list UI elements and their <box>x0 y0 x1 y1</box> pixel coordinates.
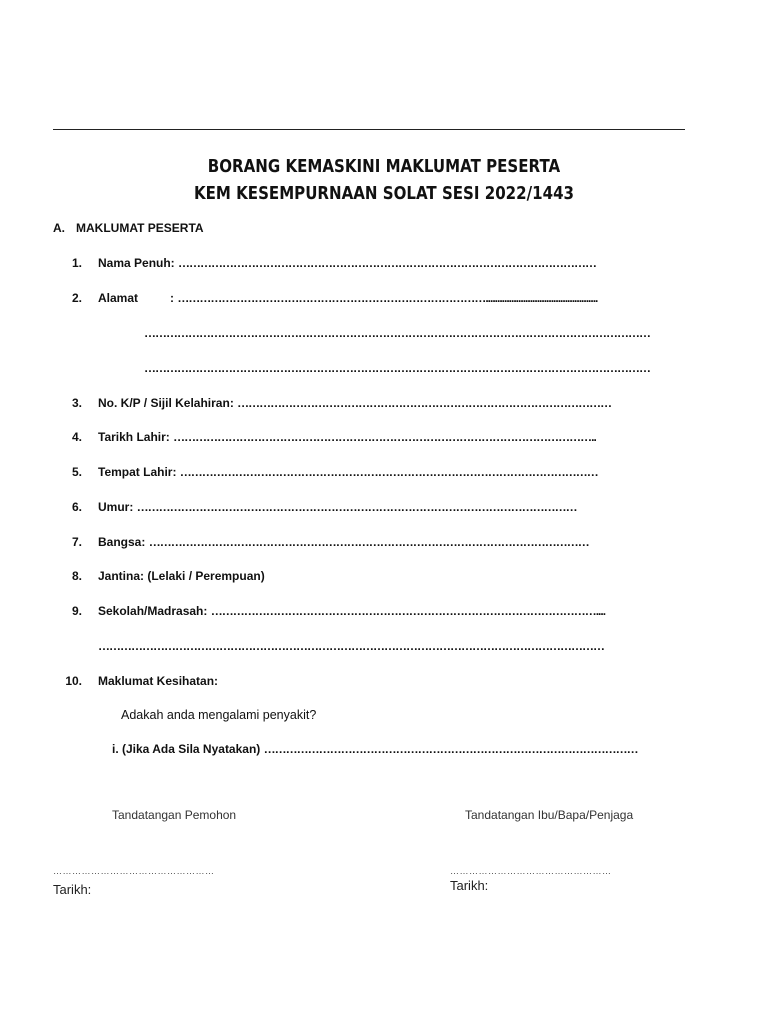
field-label: Alamat <box>98 291 139 305</box>
fill-line: …………………………………………………………………………………………………… <box>178 256 597 270</box>
item-number: 9. <box>71 604 82 618</box>
field-label: Tarikh Lahir: <box>98 430 174 444</box>
section-heading <box>53 221 353 237</box>
applicant-signature-line[interactable]: …………………………………………… <box>53 866 215 876</box>
item-number: 7. <box>71 535 82 549</box>
guardian-signature-line[interactable]: …………………………………………… <box>450 866 612 876</box>
item-number: 5. <box>71 465 82 479</box>
field-alamat-line2[interactable]: ………………………………………………………………………………………………………………………… <box>144 326 650 340</box>
item-number: 4. <box>71 430 82 444</box>
item-number: 6. <box>71 500 82 514</box>
field-label: Maklumat Kesihatan: <box>98 674 219 688</box>
form-subtitle: KEM KESEMPURNAAN SOLAT SESI 2022/1443 <box>193 184 575 204</box>
item-number: 10. <box>65 674 82 688</box>
field-label: i. (Jika Ada Sila Nyatakan) <box>112 742 264 756</box>
field-label: Nama Penuh: <box>98 256 179 270</box>
form-title: BORANG KEMASKINI MAKLUMAT PESERTA <box>207 157 561 177</box>
fill-line: ………………………………………………………………………………………………………… <box>148 535 589 549</box>
item-number: 1. <box>71 256 82 270</box>
guardian-signature-label: Tandatangan Ibu/Bapa/Penjaga <box>465 808 634 822</box>
fill-line: ………………………………………………………………………………………… <box>263 742 638 756</box>
top-rule <box>53 129 685 130</box>
applicant-date-label: Tarikh: <box>53 882 92 897</box>
field-label: Sekolah/Madrasah: <box>98 604 211 618</box>
fill-line: ………………………………………………………………………………………… <box>237 396 612 410</box>
field-penyakit[interactable] <box>112 742 638 756</box>
field-sekolah-line2[interactable]: ………………………………………………………………………………………………………………………… <box>98 639 604 653</box>
field-colon: : <box>170 291 174 305</box>
fill-line: …………………………………………………………………………………………………….. <box>173 430 596 444</box>
fill-line: …………………………………………………………………………................................................ <box>177 291 598 305</box>
item-number: 3. <box>71 396 82 410</box>
field-label: Bangsa: <box>98 535 149 549</box>
field-label: Jantina: (Lelaki / Perempuan) <box>98 569 265 583</box>
applicant-signature-label: Tandatangan Pemohon <box>112 808 237 822</box>
fill-line: …………………………………………………………………………………………………… <box>179 465 598 479</box>
fill-line: …………………………………………………………………………………………….... <box>210 604 606 618</box>
item-number: 2. <box>71 291 82 305</box>
field-label: No. K/P / Sijil Kelahiran: <box>98 396 238 410</box>
guardian-date-label: Tarikh: <box>450 878 489 893</box>
field-label: Umur: <box>98 500 137 514</box>
section-letter: A. <box>53 221 65 235</box>
health-question: Adakah anda mengalami penyakit? <box>121 708 317 722</box>
field-alamat-line3[interactable]: ………………………………………………………………………………………………………………………… <box>144 361 650 375</box>
section-title: MAKLUMAT PESERTA <box>76 221 204 235</box>
field-label: Tempat Lahir: <box>98 465 180 479</box>
fill-line: ………………………………………………………………………………………………………… <box>136 500 577 514</box>
item-number: 8. <box>71 569 82 583</box>
